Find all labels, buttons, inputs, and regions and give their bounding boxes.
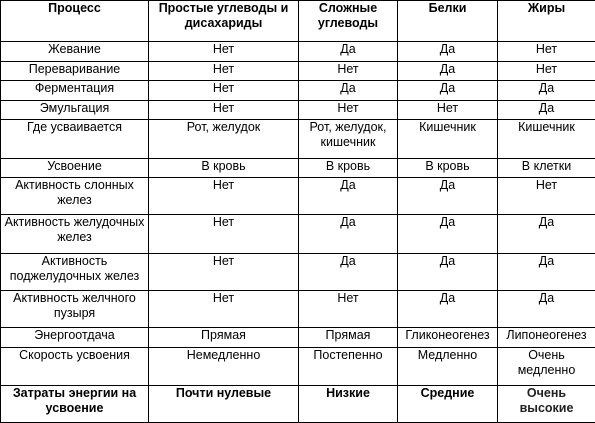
table-cell: Нет (149, 290, 299, 327)
table-cell: Рот, желудок, кишечник (299, 120, 398, 158)
table-cell: Да (498, 253, 595, 290)
row-label: Активность слонных желез (1, 178, 149, 215)
table-cell: Липонеогенез (498, 327, 595, 347)
table-cell: Постепенно (299, 347, 398, 385)
table-cell: Прямая (299, 327, 398, 347)
table-cell: Нет (149, 215, 299, 253)
row-label: Где усваивается (1, 120, 149, 158)
table-cell: Да (498, 100, 595, 120)
table-cell: Нет (299, 61, 398, 81)
footer-row (1, 385, 595, 422)
header-simple-carbs: Простые углеводы и дисахариды (149, 1, 299, 42)
table-cell: В кровь (398, 158, 498, 178)
table-cell: Нет (299, 100, 398, 120)
table-cell: Нет (149, 81, 299, 101)
table-cell: Нет (149, 253, 299, 290)
table-cell: В кровь (299, 158, 398, 178)
table-cell: Очень медленно (498, 347, 595, 385)
row-label: Активность поджелудочных желез (1, 253, 149, 290)
row-label: Ферментация (1, 81, 149, 101)
table-row (1, 327, 595, 347)
header-fats: Жиры (498, 1, 595, 42)
table-cell: Да (398, 215, 498, 253)
table-cell: Нет (498, 42, 595, 62)
header-process: Процесс (1, 1, 149, 42)
row-label: Эмульгация (1, 100, 149, 120)
table-row (1, 290, 595, 327)
footer-label: Затраты энергии на усвоение (1, 385, 149, 422)
table-cell: Да (299, 253, 398, 290)
table-cell: Нет (398, 100, 498, 120)
table-row (1, 253, 595, 290)
table-cell: Нет (149, 100, 299, 120)
table-cell: Нет (149, 61, 299, 81)
row-label: Активность желудочных желез (1, 215, 149, 253)
table-cell: В клетки (498, 158, 595, 178)
table-row (1, 81, 595, 101)
table-cell: Да (299, 215, 398, 253)
table-row (1, 42, 595, 62)
table-cell: Нет (149, 178, 299, 215)
table-row (1, 158, 595, 178)
row-label: Жевание (1, 42, 149, 62)
table-row (1, 347, 595, 385)
table-cell: Прямая (149, 327, 299, 347)
table-cell: Нет (498, 61, 595, 81)
table-cell: Да (299, 42, 398, 62)
table-row (1, 120, 595, 158)
table-cell: Кишечник (498, 120, 595, 158)
table-cell: Нет (149, 42, 299, 62)
table-cell: Да (299, 178, 398, 215)
table-cell: Да (498, 81, 595, 101)
table-cell: Да (498, 215, 595, 253)
table-cell: Да (398, 290, 498, 327)
row-label: Переваривание (1, 61, 149, 81)
table-cell: Рот, желудок (149, 120, 299, 158)
table-cell: Нет (498, 178, 595, 215)
footer-cell: Почти нулевые (149, 385, 299, 422)
table-cell: Да (398, 61, 498, 81)
row-label: Активность желчного пузыря (1, 290, 149, 327)
table-cell: Да (398, 42, 498, 62)
footer-cell: Низкие (299, 385, 398, 422)
table-row (1, 178, 595, 215)
header-row (1, 1, 595, 42)
table-row (1, 100, 595, 120)
row-label: Энергоотдача (1, 327, 149, 347)
row-label: Скорость усвоения (1, 347, 149, 385)
table-cell: Да (398, 81, 498, 101)
table-cell: Кишечник (398, 120, 498, 158)
table-row (1, 215, 595, 253)
header-proteins: Белки (398, 1, 498, 42)
table-cell: Нет (299, 290, 398, 327)
table-row (1, 61, 595, 81)
table-cell: Да (398, 253, 498, 290)
row-label: Усвоение (1, 158, 149, 178)
table-cell: Да (299, 81, 398, 101)
table-cell: Гликонеогенез (398, 327, 498, 347)
table-cell: Немедленно (149, 347, 299, 385)
footer-cell: Средние (398, 385, 498, 422)
table-cell: Медленно (398, 347, 498, 385)
footer-cell: Очень высокие (498, 385, 595, 422)
table-cell: В кровь (149, 158, 299, 178)
header-complex-carbs: Сложные углеводы (299, 1, 398, 42)
table-cell: Да (398, 178, 498, 215)
table-cell: Да (498, 290, 595, 327)
